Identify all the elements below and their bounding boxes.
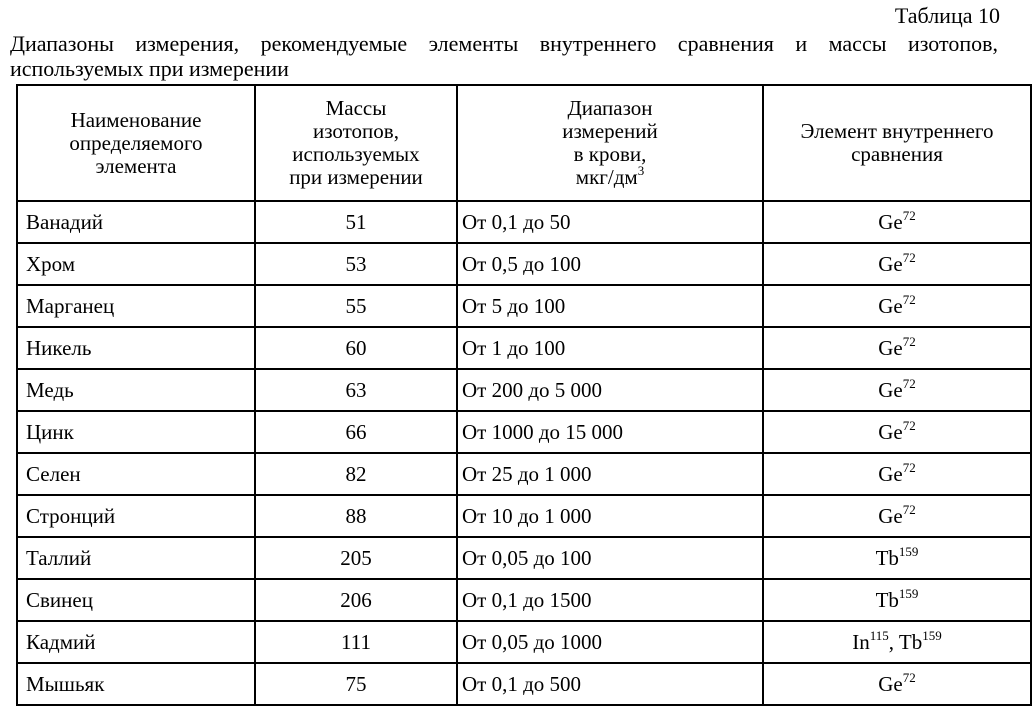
table-row: [17, 537, 1031, 579]
table-number: Таблица 10: [894, 3, 1000, 28]
cell-measurement-range: От 5 до 100: [457, 285, 763, 327]
cell-element-name: Мышьяк: [17, 663, 255, 705]
cell-internal-standard: [763, 285, 1031, 327]
table-row: [17, 453, 1031, 495]
cell-isotope-mass: 205: [255, 537, 457, 579]
cell-measurement-range: От 0,1 до 1500: [457, 579, 763, 621]
header-range-unit-exponent: 3: [637, 163, 645, 178]
ref-isotope-number: 72: [902, 460, 916, 475]
cell-internal-standard: [763, 369, 1031, 411]
cell-isotope-mass: 66: [255, 411, 457, 453]
cell-measurement-range: От 0,05 до 100: [457, 537, 763, 579]
table-row: [17, 285, 1031, 327]
ref-isotope-number: 72: [902, 376, 916, 391]
table-row: [17, 243, 1031, 285]
cell-element-name: Таллий: [17, 537, 255, 579]
ref-isotope-number: 72: [902, 250, 916, 265]
cell-measurement-range: От 1 до 100: [457, 327, 763, 369]
cell-internal-standard: [763, 411, 1031, 453]
cell-internal-standard: [763, 579, 1031, 621]
cell-element-name: Селен: [17, 453, 255, 495]
cell-isotope-mass: 51: [255, 201, 457, 243]
ref-element-symbol: Tb: [875, 588, 899, 612]
table-row: [17, 369, 1031, 411]
header-row: [17, 85, 1031, 201]
table-row: [17, 327, 1031, 369]
ref-element-symbol: In: [852, 630, 870, 654]
table-row: [17, 495, 1031, 537]
ref-isotope-number: 72: [902, 334, 916, 349]
ref-element-symbol: Ge: [878, 672, 903, 696]
cell-isotope-mass: 206: [255, 579, 457, 621]
cell-internal-standard: [763, 327, 1031, 369]
cell-isotope-mass: 53: [255, 243, 457, 285]
cell-measurement-range: От 10 до 1 000: [457, 495, 763, 537]
ref-isotope-number: 159: [922, 628, 942, 643]
cell-internal-standard: [763, 663, 1031, 705]
table-row: [17, 411, 1031, 453]
ref-isotope-number: 115: [869, 628, 889, 643]
cell-element-name: Свинец: [17, 579, 255, 621]
cell-isotope-mass: 88: [255, 495, 457, 537]
cell-measurement-range: От 25 до 1 000: [457, 453, 763, 495]
cell-isotope-mass: 82: [255, 453, 457, 495]
ref-element-symbol: Ge: [878, 420, 903, 444]
table-row: [17, 201, 1031, 243]
header-isotope-mass: Массы изотопов, используемых при измерении: [255, 85, 457, 201]
cell-measurement-range: От 0,1 до 50: [457, 201, 763, 243]
cell-isotope-mass: 111: [255, 621, 457, 663]
ref-isotope-number: 72: [902, 292, 916, 307]
ref-element-symbol: Tb: [898, 630, 923, 654]
cell-isotope-mass: 75: [255, 663, 457, 705]
cell-measurement-range: От 0,05 до 1000: [457, 621, 763, 663]
cell-internal-standard: [763, 495, 1031, 537]
cell-element-name: Кадмий: [17, 621, 255, 663]
ref-element-symbol: Ge: [878, 504, 903, 528]
cell-element-name: Стронций: [17, 495, 255, 537]
cell-internal-standard: [763, 453, 1031, 495]
ref-isotope-number: 159: [898, 586, 919, 601]
cell-measurement-range: От 0,5 до 100: [457, 243, 763, 285]
table-row: [17, 621, 1031, 663]
table-row: [17, 663, 1031, 705]
table-caption: Диапазоны измерения, рекомендуемые элементы внутреннего сравнения и массы изотопов, используемых при измерении: [10, 31, 998, 81]
table-row: [17, 579, 1031, 621]
cell-element-name: Марганец: [17, 285, 255, 327]
cell-internal-standard: [763, 243, 1031, 285]
ref-isotope-number: 72: [902, 208, 916, 223]
ref-element-symbol: Tb: [875, 546, 899, 570]
cell-element-name: Ванадий: [17, 201, 255, 243]
cell-measurement-range: От 0,1 до 500: [457, 663, 763, 705]
ref-isotope-number: 72: [902, 502, 916, 517]
cell-isotope-mass: 63: [255, 369, 457, 411]
ref-element-symbol: Ge: [878, 210, 903, 234]
cell-element-name: Медь: [17, 369, 255, 411]
header-range-text: Диапазон измерений в крови, мкг/дм: [562, 96, 658, 189]
header-measurement-range: [457, 85, 763, 201]
header-internal-standard: Элемент внутреннего сравнения: [763, 85, 1031, 201]
cell-measurement-range: От 200 до 5 000: [457, 369, 763, 411]
cell-element-name: Никель: [17, 327, 255, 369]
cell-element-name: Цинк: [17, 411, 255, 453]
data-table: [16, 84, 1032, 706]
cell-internal-standard: [763, 201, 1031, 243]
ref-isotope-number: 72: [902, 418, 916, 433]
ref-element-symbol: Ge: [878, 462, 903, 486]
cell-element-name: Хром: [17, 243, 255, 285]
cell-isotope-mass: 55: [255, 285, 457, 327]
ref-element-symbol: Ge: [878, 294, 903, 318]
ref-separator: ,: [888, 630, 899, 654]
cell-internal-standard: [763, 537, 1031, 579]
cell-internal-standard: [763, 621, 1031, 663]
ref-isotope-number: 159: [898, 544, 919, 559]
ref-element-symbol: Ge: [878, 336, 903, 360]
ref-element-symbol: Ge: [878, 252, 903, 276]
cell-isotope-mass: 60: [255, 327, 457, 369]
header-element-name: Наименование определяемого элемента: [17, 85, 255, 201]
ref-element-symbol: Ge: [878, 378, 903, 402]
ref-isotope-number: 72: [902, 670, 916, 685]
cell-measurement-range: От 1000 до 15 000: [457, 411, 763, 453]
